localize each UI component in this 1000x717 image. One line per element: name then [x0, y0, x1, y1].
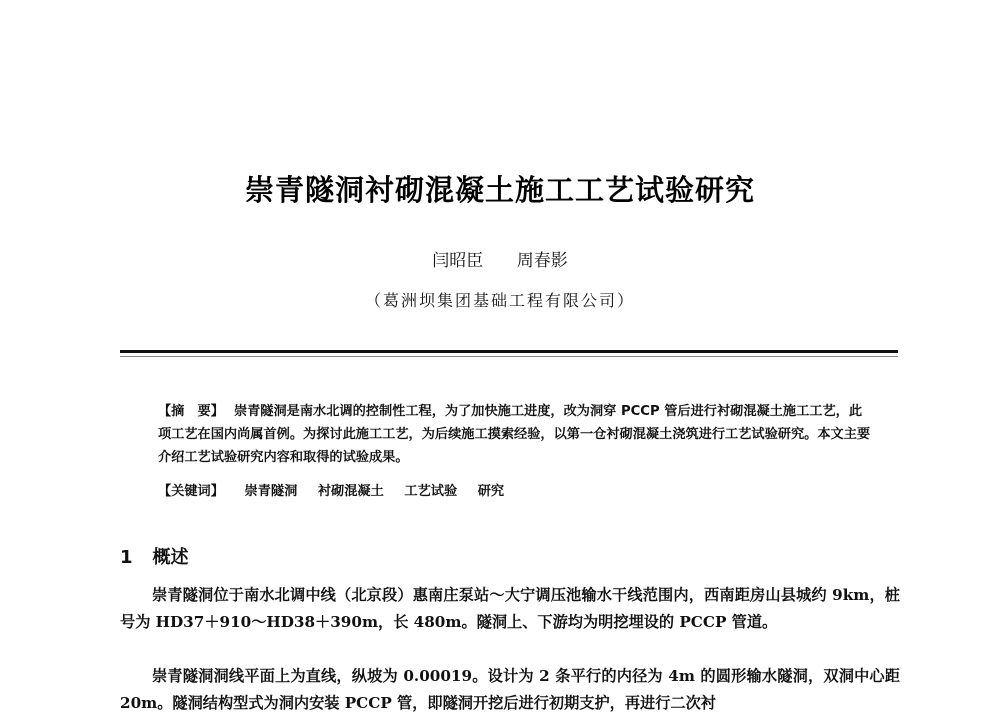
- keyword: 崇青隧洞: [244, 484, 298, 499]
- abstract-text: 崇青隧洞是南水北调的控制性工程，为了加快施工进度，改为洞穿 PCCP 管后进行衬砌混凝土施工工艺，此项工艺在国内尚属首例。为探讨此施工工艺，为后续施工摸索经验，以第一仓衬砌混凝土浇筑进行工艺试验研究。本文主要介绍工艺试验研究内容和取得的试验成果。: [158, 404, 871, 465]
- section-number: 1: [120, 547, 133, 568]
- keywords: [158, 480, 872, 499]
- header-divider: [120, 350, 898, 353]
- abstract-label: 【摘 要】: [158, 404, 224, 419]
- authors: [0, 246, 1000, 271]
- affiliation: （葛洲坝集团基础工程有限公司）: [364, 291, 635, 310]
- keywords-label: 【关键词】: [158, 484, 224, 499]
- section-title: 概述: [152, 547, 189, 568]
- author-name: 闫昭臣: [432, 251, 484, 271]
- keyword: 衬砌混凝土: [317, 484, 384, 499]
- keyword: 工艺试验: [404, 484, 458, 499]
- abstract: [158, 400, 872, 469]
- section-heading: [120, 543, 189, 569]
- header-divider-thin: [120, 356, 898, 357]
- body-paragraph: 崇青隧洞洞线平面上为直线，纵坡为 0.00019。设计为 2 条平行的内径为 4m 的圆形输水隧洞，双洞中心距 20m。隧洞结构型式为洞内安装 PCCP 管，即隧洞开挖后进行初期支护，再进行二次衬: [120, 667, 900, 712]
- paper-title: 崇青隧洞衬砌混凝土施工工艺试验研究: [244, 173, 755, 207]
- author-name: 周春影: [516, 251, 568, 271]
- body-paragraph: 崇青隧洞位于南水北调中线（北京段）惠南庄泵站～大宁调压池输水干线范围内，西南距房山县城约 9km，桩号为 HD37＋910～HD38＋390m，长 480m。隧洞上、下游均为明挖埋设的 PCCP 管道。: [120, 586, 900, 631]
- keyword: 研究: [477, 484, 505, 499]
